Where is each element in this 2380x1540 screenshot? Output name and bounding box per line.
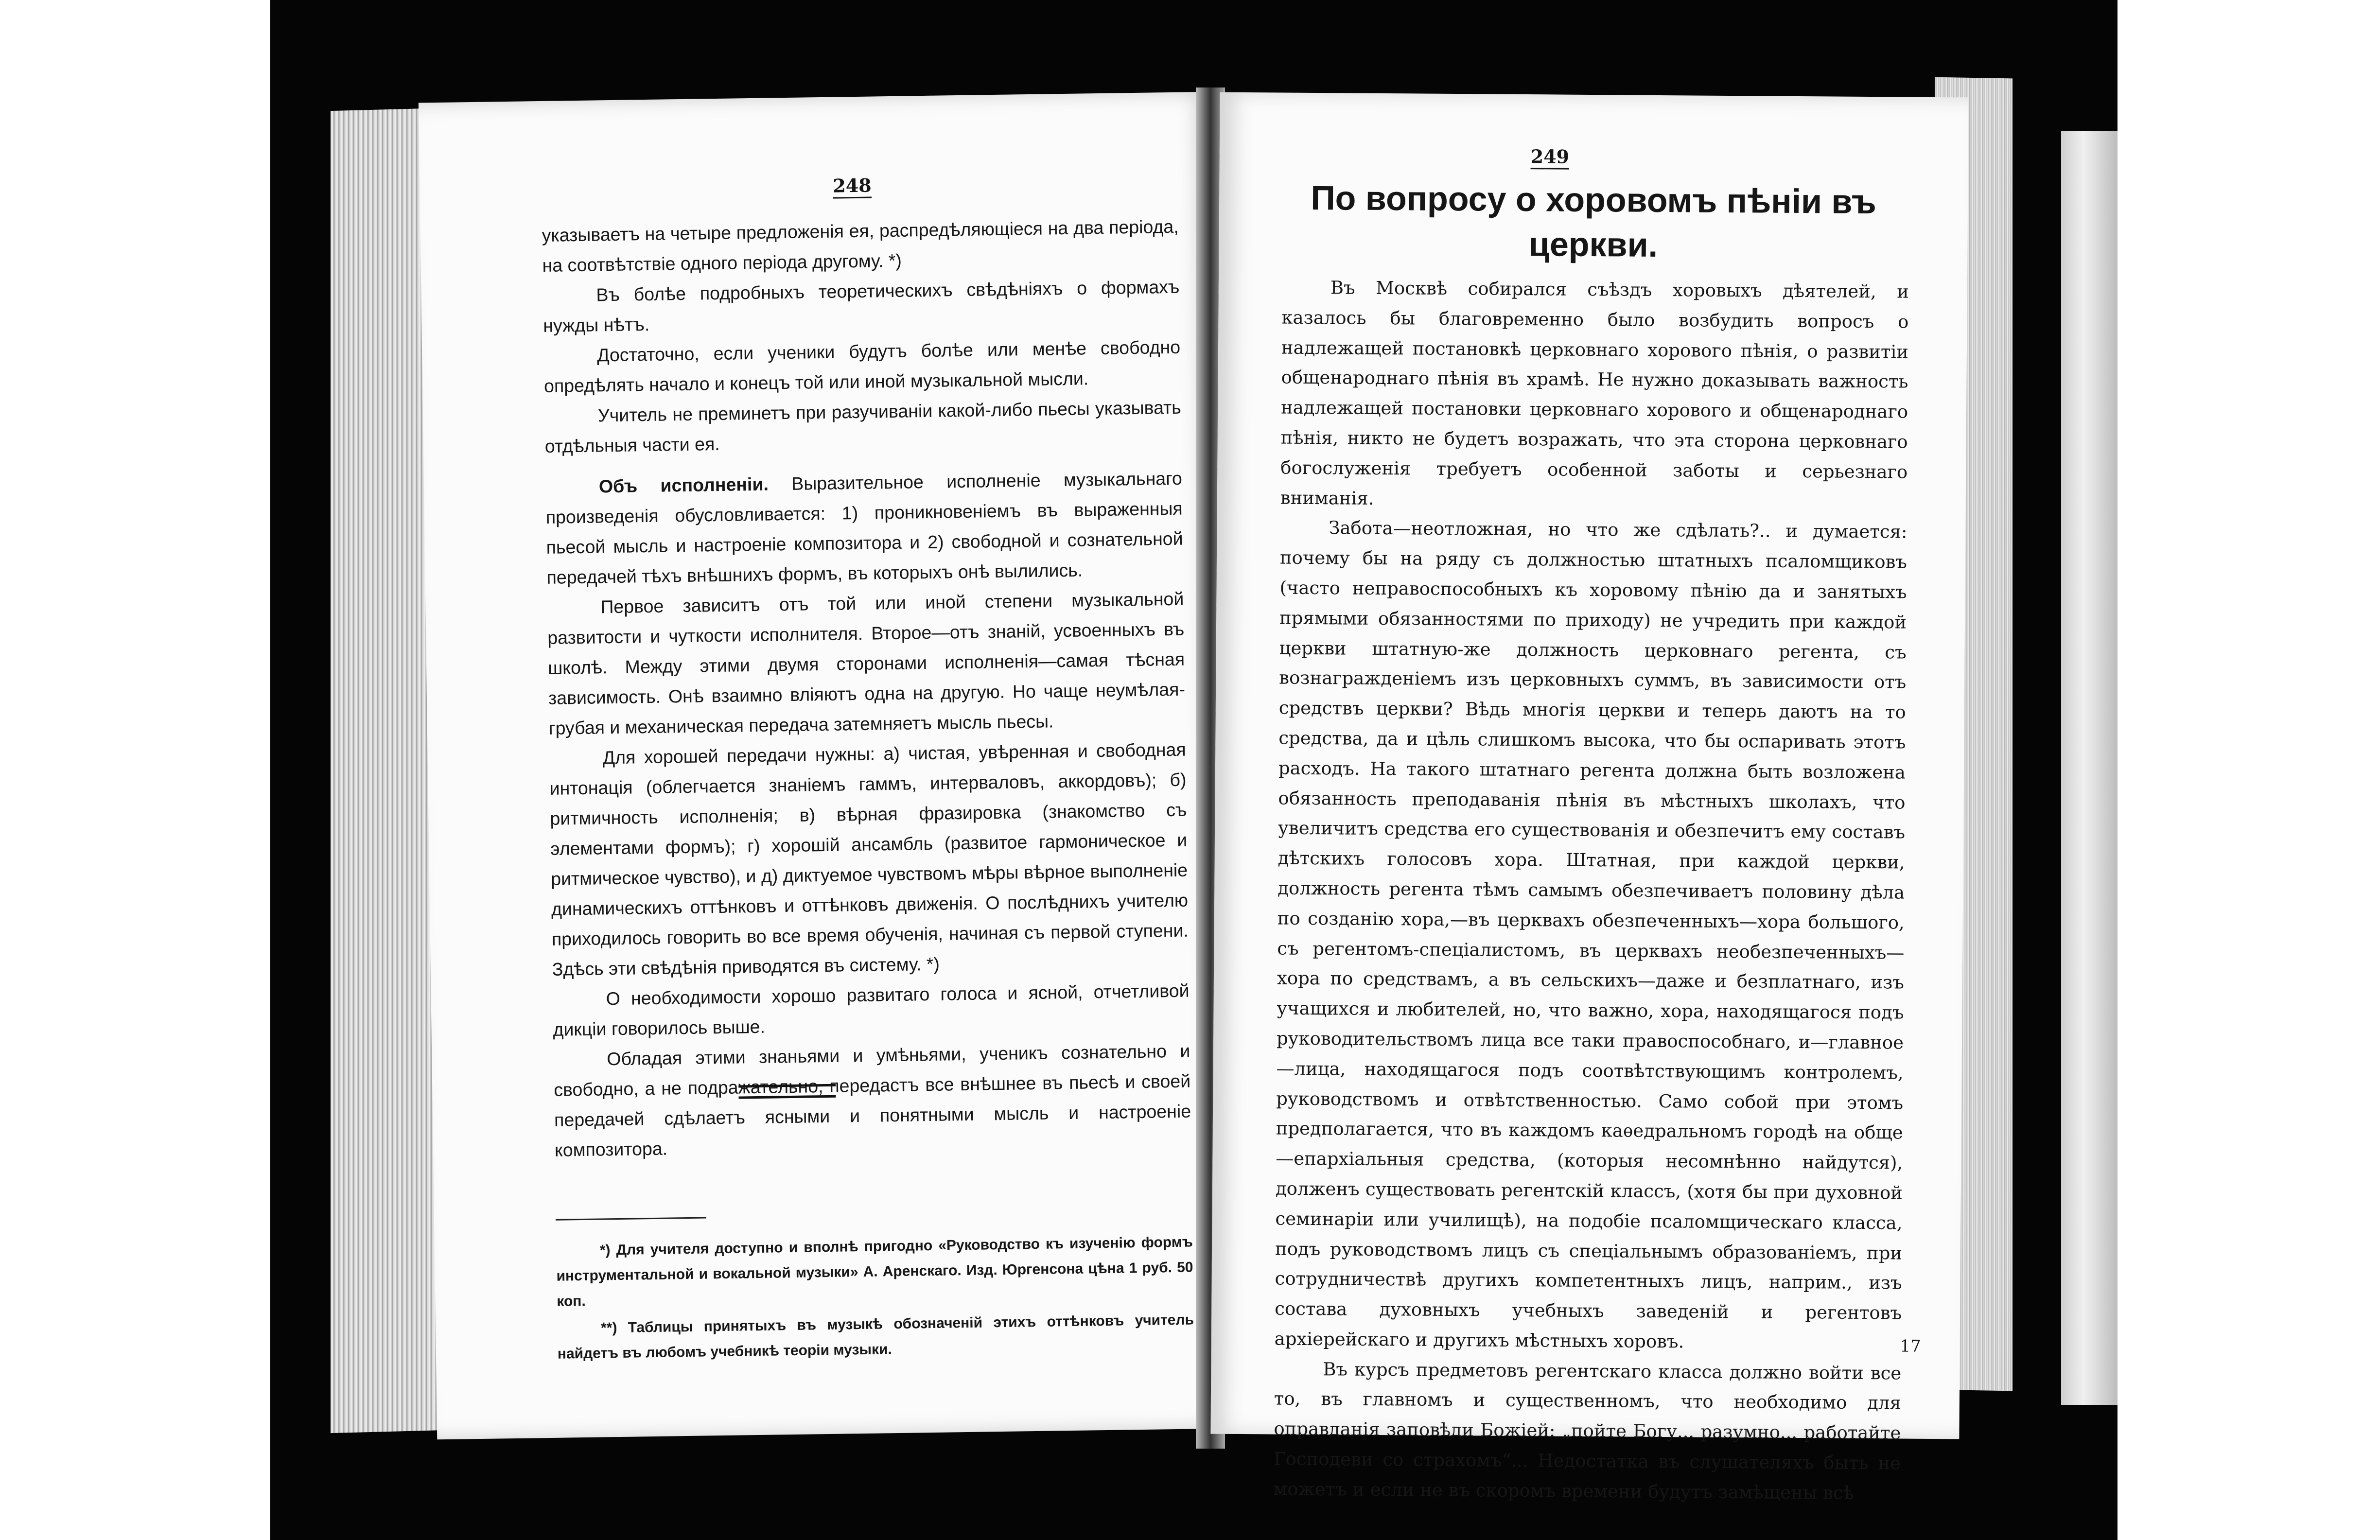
paragraph: О необходимости хорошо развитаго голоса и ясной, отчетливой дикціи говорилось выше. xyxy=(553,980,1190,1040)
article-title: По вопросу о хоровомъ пѣніи въ церкви. xyxy=(1311,178,1877,264)
paragraph: Въ курсъ предметовъ регентскаго класса должно войти все то, въ главномъ и существенномъ, что необходимо для оправданія заповѣди Божіей: „пойте Богу... разумно... работайте Господеви со страхомъ“... Недостатка въ слушателяхъ быть не можетъ и если не въ скоромъ времени будутъ замѣщены всѣ xyxy=(1273,1358,1902,1504)
right-page-text xyxy=(1273,273,1909,1509)
paragraph: Забота—неотложная, но что же сдѣлать?.. и думается: почему бы на ряду съ должностью штатныхъ псаломщиковъ (часто неправоспособныхъ къ хоровому пѣнію да и занятыхъ прямыми обязанностями по приходу) не учредить при каждой церкви штатную-же должность церковнаго регента, съ вознагражденіемъ изъ церковныхъ суммъ, въ зависимости отъ средствъ церкви? Вѣдь многія церкви и теперь даютъ на то средства, да и цѣль слишкомъ высока, что бы оспаривать этотъ расходъ. На такого штатнаго регента должна быть возложена обязанность преподаванія пѣнія въ мѣстныхъ школахъ, что увеличитъ средства его существованія и обезпечитъ ему составъ дѣтскихъ голосовъ хора. Штатная, при каждой церкви, должность регента тѣмъ самымъ обезпечиваетъ половину дѣла по созданію хора,—въ церквахъ обезпеченныхъ—хора большого, съ регентомъ-спеціалистомъ, въ церквахъ необезпеченныхъ—хора по средствамъ, а въ сельскихъ—даже и безплатнаго, изъ учащихся и любителей, но, что важно, хора, находящагося подъ руководительствомъ лица все таки правоспособнаго, и—главное—лица, находящагося подъ соотвѣтствующимъ контролемъ, руководствомъ и отвѣтственностью. Само собой при этомъ предполагается, что въ каждомъ каѳедральномъ городѣ на обще—епархіальныя средства, (которыя несомнѣнно найдутся), долженъ существовать регентскій классъ, (хотя бы при духовной семинаріи или училищѣ), на подобіе псаломщическаго класса, подъ руководствомъ лицъ съ спеціальнымъ образованіемъ, при сотрудничествѣ другихъ компетентныхъ лицъ, наприм., изъ состава духовныхъ учебныхъ заведеній и регентовъ архіерейскаго и другихъ мѣстныхъ хоровъ. xyxy=(1274,517,1908,1352)
footnote: *) Для учителя доступно и вполнѣ пригодно «Руководство къ изученію формъ инструментальной и вокальной музыки» А. Аренскаго. Изд. Юргенсона цѣна 1 руб. 50 коп. xyxy=(556,1234,1193,1310)
left-page-text xyxy=(542,211,1191,1165)
page-number-right: 249 xyxy=(1530,145,1570,168)
footnotes xyxy=(556,1230,1195,1367)
footnote-rule xyxy=(556,1217,706,1220)
paragraph: Обладая этими знаньями и умѣньями, ученикъ сознательно и свободно, а не подражательно, передастъ все внѣшнее въ пьесѣ и своей передачей сдѣлаетъ ясными и понятными мысль и настроеніе композитора. xyxy=(553,1040,1191,1160)
right-page xyxy=(1210,92,1968,1504)
footnote: **) Таблицы принятыхъ въ музыкѣ обозначеній этихъ оттѣнковъ учитель найдетъ въ любомъ учебникѣ теоріи музыки. xyxy=(557,1312,1194,1362)
paragraph: Въ болѣе подробныхъ теоретическихъ свѣдѣніяхъ о формахъ нужды нѣтъ. xyxy=(543,276,1180,336)
page-number-left: 248 xyxy=(833,174,872,197)
paragraph: Достаточно, если ученики будутъ болѣе или менѣе свободно опредѣлять начало и конецъ той или иной музыкальной мысли. xyxy=(543,336,1181,396)
section-paragraph xyxy=(545,463,1184,593)
section-end-double-rule xyxy=(738,1084,836,1099)
paragraph: Учитель не преминетъ при разучиваніи какой-либо пьесы указывать отдѣльныя части ея. xyxy=(544,397,1182,456)
paragraph: Первое зависитъ отъ той или иной степени музыкальной развитости и чуткости исполнителя. Второе—отъ знаній, усвоенныхъ въ школѣ. Между этими двумя сторонами исполненія—самая тѣсная зависимость. Онѣ взаимно вліяютъ одна на другую. Но чаще неумѣлая-грубая и механическая передача затемняетъ мысль пьесы. xyxy=(547,588,1186,738)
section-text: Выразительное исполненіе музыкальнаго произведенія обусловливается: 1) проникновеніемъ въ выраженныя пьесой мысль и настроеніе композитора и 2) свободной и сознательной передачей тѣхъ внѣшнихъ формъ, въ которыхъ онѣ вылились. xyxy=(545,468,1183,588)
paragraph: Въ Москвѣ собирался съѣздъ хоровыхъ дѣятелей, и казалось бы благовременно было возбудить вопросъ о надлежащей постановкѣ церковнаго хорового пѣнія, о развитіи общенароднаго пѣнія въ храмѣ. Не нужно доказывать важность надлежащей постановки церковнаго хорового и общенароднаго пѣнія, никто не будетъ возражать, что эта сторона церковнаго богослуженія требуетъ особенной заботы и серьезнаго вниманія. xyxy=(1280,277,1909,509)
section-heading: Объ исполненіи. xyxy=(598,473,769,497)
signature-mark: 17 xyxy=(1900,1336,1921,1356)
paragraph: Для хорошей передачи нужны: а) чистая, увѣренная и свободная интонація (облегчается знаніемъ гаммъ, интерваловъ, аккордовъ); б) ритмичность исполненія; в) вѣрная фразировка (знакомство съ элементами формъ); г) хорошій ансамбль (развитое гармоническое и ритмическое чувство), и д) диктуемое чувствомъ мѣры вѣрное выполненіе динамическихъ оттѣнковъ и оттѣнковъ движенія. О послѣднихъ учителю приходилось говорить во все время обученія, начиная съ первой ступени. Здѣсь эти свѣдѣнія приводятся въ систему. *) xyxy=(549,739,1189,980)
far-right-page-edge xyxy=(2061,131,2118,1405)
paragraph: указываетъ на четыре предложенія ея, распредѣляющіеся на два періода, на соотвѣтствіе одного періода другому. *) xyxy=(542,216,1179,276)
left-page xyxy=(419,92,1229,1439)
